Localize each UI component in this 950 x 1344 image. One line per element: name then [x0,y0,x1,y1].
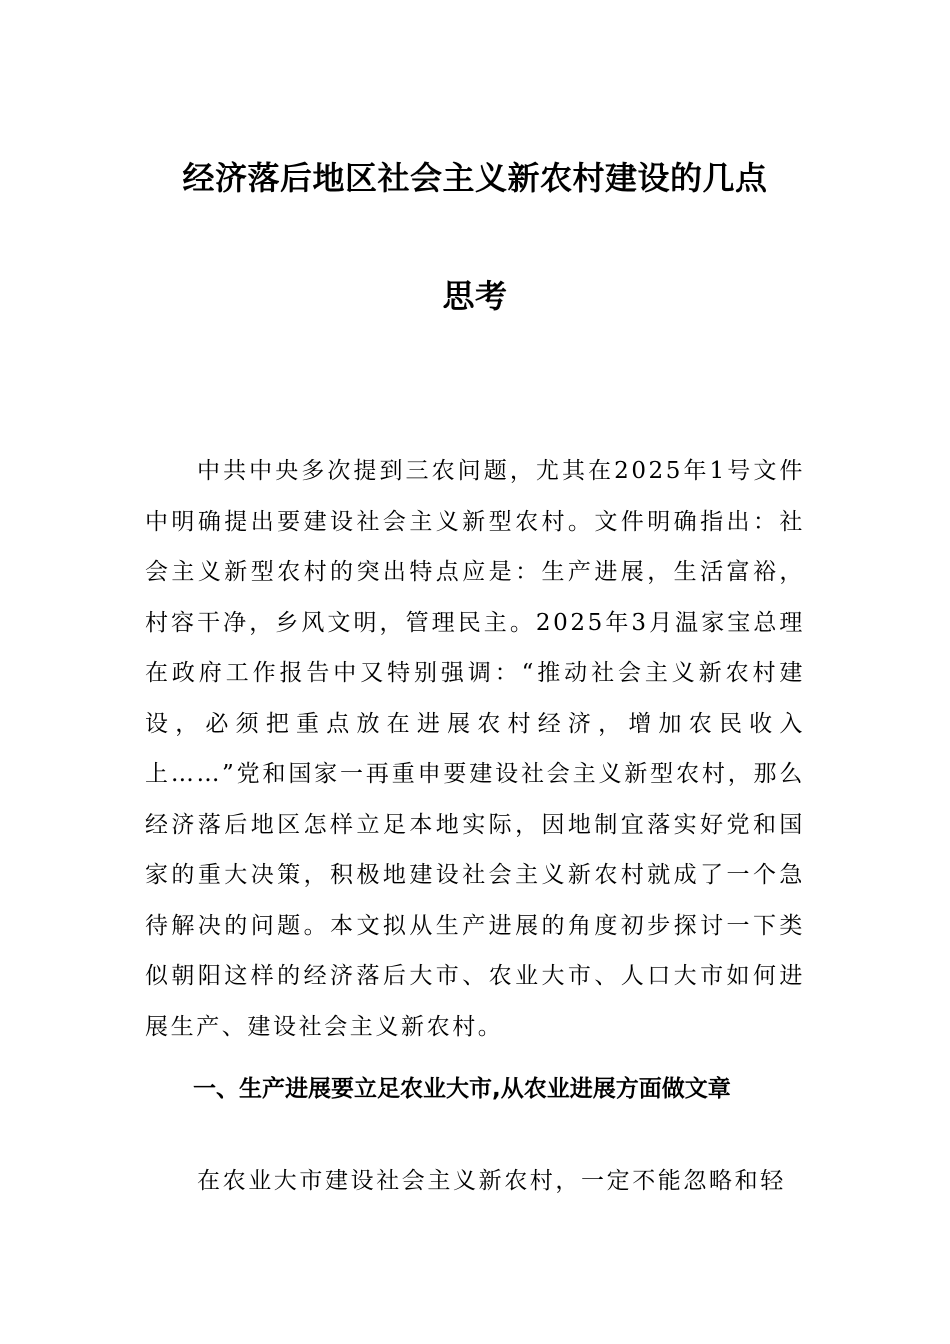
body-paragraph-intro: 中共中央多次提到三农问题，尤其在2025年1号文件中明确提出要建设社会主义新型农村。文件明确指出：社会主义新型农村的突出特点应是：生产进展，生活富裕，村容干净，乡风文明，管理民主。2025年3月温家宝总理在政府工作报告中又特别强调：“推动社会主义新农村建设，必须把重点放在进展农村经济，增加农民收入上……”党和国家一再重申要建设社会主义新型农村，那么经济落后地区怎样立足本地实际，因地制宜落实好党和国家的重大决策，积极地建设社会主义新农村就成了一个急待解决的问题。本文拟从生产进展的角度初步探讨一下类似朝阳这样的经济落后大市、农业大市、人口大市如何进展生产、建设社会主义新农村。 [145,458,805,1040]
body-paragraph-section-1: 在农业大市建设社会主义新农村，一定不能忽略和轻 [197,1168,786,1194]
section-heading-1: 一、生产进展要立足农业大市,从农业进展方面做文章 [193,1076,731,1102]
document-title-line-1: 经济落后地区社会主义新农村建设的几点 [182,159,768,197]
document-title-line-2: 思考 [442,277,508,315]
